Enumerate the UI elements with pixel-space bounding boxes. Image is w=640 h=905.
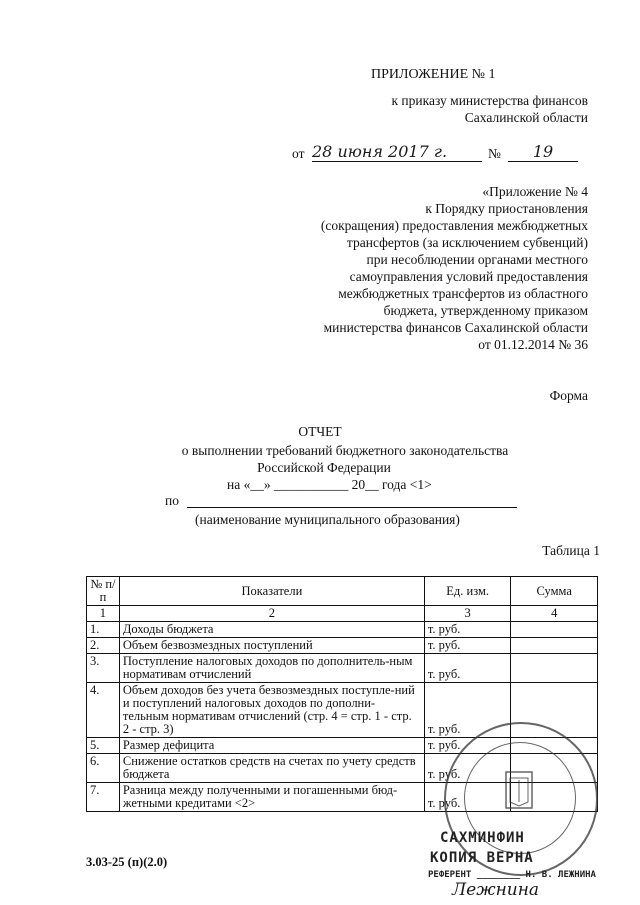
table-header-row (87, 577, 598, 606)
order-line-2: Сахалинской области (464, 110, 588, 125)
row-unit: т. руб. (424, 683, 510, 738)
stamp-line-2: КОПИЯ ВЕРНА (430, 850, 534, 866)
row-indicator: Размер дефицита (119, 738, 424, 754)
order-line-1: к приказу министерства финансов (391, 93, 588, 108)
table-row (87, 654, 598, 683)
annex-line: самоуправления условий предоставления (349, 269, 588, 284)
municipality-caption: (наименование муниципального образования) (195, 512, 460, 527)
date-prefix: от (292, 146, 305, 161)
row-sum (511, 622, 598, 638)
annex-block (321, 183, 588, 353)
annex-line: межбюджетных трансфертов из областного (338, 286, 588, 301)
report-subtitle-1: о выполнении требований бюджетного законодательства (181, 443, 509, 458)
annex-line: (сокращения) предоставления межбюджетных (320, 218, 588, 233)
row-indicator: Объем безвозмездных поступлений (119, 638, 424, 654)
header-sum: Сумма (511, 577, 598, 606)
stamp-line-1: САХМИНФИН (440, 830, 525, 846)
row-num: 5. (87, 738, 120, 754)
municipality-blank (187, 507, 517, 508)
row-num: 2. (87, 638, 120, 654)
annex-line: трансфертов (за исключением субвенций) (346, 235, 588, 250)
date-handwritten: 28 июня 2017 г. (312, 142, 482, 162)
row-num: 4. (87, 683, 120, 738)
header-num: № п/п (87, 577, 120, 606)
report-date-line: на «__» ___________ 20__ года <1> (227, 477, 432, 492)
row-unit: т. руб. (424, 638, 510, 654)
row-indicator: Разница между полученными и погашенными бюд-жетными кредитами <2> (119, 783, 424, 812)
colnum-1: 1 (87, 606, 120, 622)
row-sum (511, 654, 598, 683)
row-unit: т. руб. (424, 654, 510, 683)
form-label: Форма (549, 388, 588, 403)
table-row (87, 638, 598, 654)
row-unit: т. руб. (424, 622, 510, 638)
row-unit: т. руб. (424, 783, 510, 812)
table-colnum-row (87, 606, 598, 622)
row-sum (511, 638, 598, 654)
by-label: по (165, 493, 179, 508)
annex-line: от 01.12.2014 № 36 (478, 337, 588, 352)
colnum-3: 3 (424, 606, 510, 622)
colnum-4: 4 (511, 606, 598, 622)
order-date-line (292, 142, 592, 164)
number-handwritten: 19 (508, 142, 578, 162)
row-indicator: Доходы бюджета (119, 622, 424, 638)
annex-line: «Приложение № 4 (482, 184, 588, 199)
municipality-line (165, 493, 525, 509)
annex-line: бюджета, утвержденному приказом (383, 303, 588, 318)
header-unit: Ед. изм. (424, 577, 510, 606)
handwritten-signature: Лежнина (452, 880, 540, 900)
row-unit: т. руб. (424, 738, 510, 754)
table-row (87, 622, 598, 638)
row-unit: т. руб. (424, 754, 510, 783)
row-num: 3. (87, 654, 120, 683)
appendix-title: ПРИЛОЖЕНИЕ № 1 (371, 67, 496, 82)
row-num: 1. (87, 622, 120, 638)
row-num: 6. (87, 754, 120, 783)
report-subtitle-2: Российской Федерации (257, 460, 391, 475)
form-code: 3.03-25 (п)(2.0) (86, 855, 168, 869)
row-num: 7. (87, 783, 120, 812)
row-indicator: Объем доходов без учета безвозмездных поступле-ний и поступлений налоговых доходов по дополни-тельным нормативам отчислений (стр. 4 = стр. 1 - стр. 2 - стр. 3) (119, 683, 424, 738)
colnum-2: 2 (119, 606, 424, 622)
annex-line: министерства финансов Сахалинской области (323, 320, 588, 335)
number-prefix: № (488, 146, 501, 161)
stamp-line-3: РЕФЕРЕНТ ________ Н. В. ЛЕЖНИНА (428, 870, 596, 880)
report-title: ОТЧЕТ (298, 424, 342, 439)
annex-line: к Порядку приостановления (425, 201, 588, 216)
header-indicator: Показатели (119, 577, 424, 606)
row-indicator: Поступление налоговых доходов по дополнитель-ным нормативам отчислений (119, 654, 424, 683)
table-label: Таблица 1 (542, 543, 600, 558)
annex-line: при несоблюдении органами местного (366, 252, 588, 267)
row-indicator: Снижение остатков средств на счетах по учету средств бюджета (119, 754, 424, 783)
